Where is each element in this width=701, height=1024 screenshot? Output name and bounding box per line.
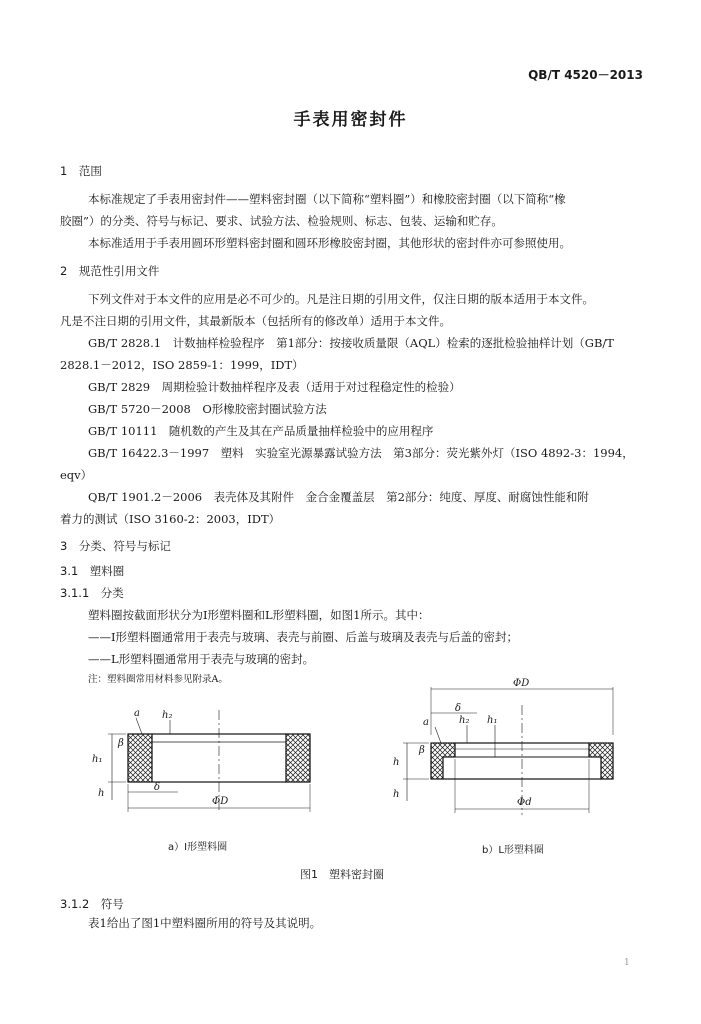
section-3-1-2-heading: 3.1.2 符号 (60, 897, 124, 911)
section-3-heading: 3 分类、符号与标记 (60, 539, 171, 553)
reference-item: GB/T 5720－2008 O形橡胶密封圈试验方法 (88, 402, 327, 416)
section-1-heading: 1 范围 (60, 164, 102, 178)
reference-item: QB/T 1901.2－2006 表壳体及其附件 金合金覆盖层 第2部分：纯度、厚度、耐腐蚀性能和附 (88, 490, 589, 504)
page-title: 手表用密封件 (293, 110, 408, 130)
right-cross-section (589, 743, 613, 779)
phi-d-inner-label: Φd (517, 797, 532, 808)
section-2-intro-line2: 凡是不注日期的引用文件，其最新版本（包括所有的修改单）适用于本文件。 (60, 314, 451, 328)
h-bottom-label: h (393, 789, 400, 800)
h1-label: h₁ (92, 754, 103, 765)
section-2-heading: 2 规范性引用文件 (60, 264, 160, 278)
right-cross-section (286, 734, 310, 782)
section-1-para1-line1: 本标准规定了手表用密封件——塑料密封圈（以下简称“塑料圈”）和橡胶密封圈（以下简称“橡 (88, 192, 566, 206)
delta-label: δ (154, 782, 161, 793)
section-2-intro-line1: 下列文件对于本文件的应用是必不可少的。凡是注日期的引用文件，仅注日期的版本适用于本文件。 (88, 292, 594, 306)
reference-item: 着力的测试（ISO 3160-2：2003，IDT） (60, 512, 281, 526)
figure-i-type-ring (78, 700, 328, 820)
phi-d-outer-label: ΦD (212, 796, 229, 807)
figure-b-caption: b）L形塑料圈 (482, 845, 544, 856)
phi-d-outer-label: ΦD (513, 678, 530, 689)
list-item: ——L形塑料圈通常用于表壳与玻璃的密封。 (88, 652, 315, 666)
standard-number: QB/T 4520－2013 (528, 68, 643, 82)
section-3-1-2-para: 表1给出了图1中塑料圈所用的符号及其说明。 (88, 916, 322, 930)
beta-label: β (118, 738, 124, 749)
reference-item: 2828.1－2012，ISO 2859-1：1999，IDT） (60, 358, 304, 372)
figure-l-type-ring (385, 675, 645, 823)
figure-a-caption: a）I形塑料圈 (168, 842, 228, 853)
beta-label: β (419, 745, 425, 756)
h-label: h (98, 788, 105, 799)
list-item: ——I形塑料圈通常用于表壳与玻璃、表壳与前圈、后盖与玻璃及表壳与后盖的密封； (88, 630, 519, 644)
figure-caption: 图1 塑料密封圈 (300, 868, 384, 881)
section-3-1-1-heading: 3.1.1 分类 (60, 586, 124, 600)
reference-item: GB/T 10111 随机数的产生及其在产品质量抽样检验中的应用程序 (88, 424, 434, 438)
left-cross-section (431, 743, 455, 779)
h2-label: h₂ (162, 710, 173, 721)
note: 注：塑料圈常用材料参见附录A。 (88, 674, 228, 685)
left-cross-section (128, 734, 152, 782)
section-1-para2: 本标准适用于手表用圆环形塑料密封圈和圆环形橡胶密封圈，其他形状的密封件亦可参照使用。 (88, 236, 571, 250)
section-3-1-1-para: 塑料圈按截面形状分为I形塑料圈和L形塑料圈，如图1所示。其中： (88, 608, 430, 622)
reference-item: GB/T 2828.1 计数抽样检验程序 第1部分：按接收质量限（AQL）检索的逐批检验抽样计划（GB/T (88, 336, 614, 350)
h-label: h (393, 757, 400, 768)
reference-item: eqv） (60, 468, 93, 482)
delta-label: δ (455, 703, 462, 714)
page-mark: 1 (624, 958, 630, 968)
section-3-1-heading: 3.1 塑料圈 (60, 564, 125, 578)
h2-label: h₂ (459, 715, 470, 726)
reference-item: GB/T 16422.3－1997 塑料 实验室光源暴露试验方法 第3部分：荧光紫外灯（ISO 4892-3：1994， (88, 446, 634, 460)
section-1-para1-line2: 胶圈”）的分类、符号与标记、要求、试验方法、检验规则、标志、包装、运输和贮存。 (60, 214, 503, 228)
a-label: a (423, 717, 429, 728)
reference-item: GB/T 2829 周期检验计数抽样程序及表（适用于对过程稳定性的检验） (88, 380, 461, 394)
h1-label: h₁ (487, 715, 498, 726)
a-label: a (134, 708, 140, 719)
